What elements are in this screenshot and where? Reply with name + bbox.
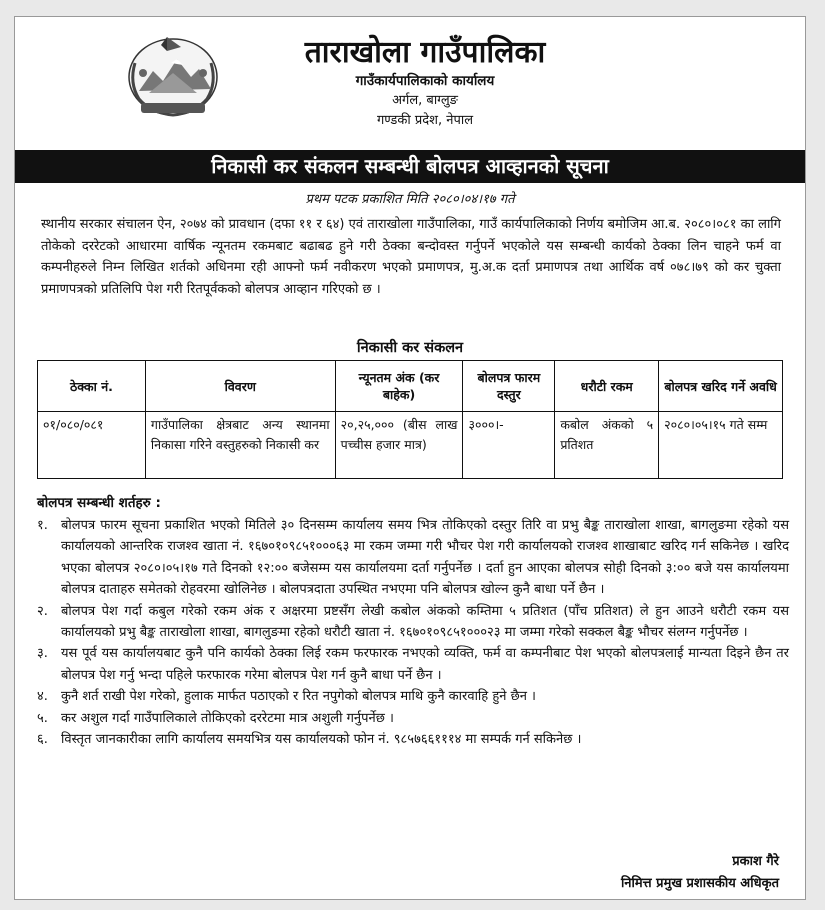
office-province: गण्डकी प्रदेश, नेपाल bbox=[376, 113, 474, 128]
header-deposit: धरौटी रकम bbox=[555, 361, 659, 412]
list-item bbox=[37, 601, 789, 644]
cell-min-amount: २०,२५,००० (बीस लाख पच्चीस हजार मात्र) bbox=[335, 412, 463, 479]
signatory-name: प्रकाश गैरे bbox=[732, 854, 779, 869]
list-item bbox=[37, 729, 789, 750]
header-description: विवरण bbox=[145, 361, 335, 412]
condition-text: कर अशुल गर्दा गाउँपालिकाले तोकिएको दररेटमा मात्र अशुली गर्नुपर्नेछ । bbox=[61, 710, 394, 726]
org-name: ताराखोला गाउँपालिका bbox=[304, 35, 546, 70]
list-item bbox=[37, 515, 789, 601]
office-name: गाउँकार्यपालिकाको कार्यालय bbox=[355, 73, 495, 89]
condition-number: २. bbox=[37, 603, 48, 619]
cell-form-fee: ३०००।- bbox=[463, 412, 555, 479]
condition-text: यस पूर्व यस कार्यालयबाट कुनै पनि कार्यको ठेक्का लिई रकम फरफारक नभएको व्यक्ति, फर्म वा कम्पनीबाट पेश भएको बोलपत्रलाई मान्यता दिइने छैन तर बोलपत्र पेश गर्नु भन्दा पहिले फरफारक गरेमा बोलपत्र पेश गर्न कुनै बाधा पर्ने छैन । bbox=[61, 646, 789, 683]
conditions-title: बोलपत्र सम्बन्धी शर्तहरु : bbox=[37, 495, 161, 511]
condition-number: १. bbox=[37, 518, 48, 533]
signature-block bbox=[621, 851, 779, 895]
condition-text: बोलपत्र पेश गर्दा कबुल गरेको रकम अंक र अक्षरमा प्रष्टसँग लेखी कबोल अंकको कम्तिमा ५ प्रतिशत (पाँच प्रतिशत) ले हुन आउने धरौटी रकम यस कार्यालयको प्रभु बैङ्क ताराखोला शाखा, बागलुङमा रहेको धरौटी खाता नं. १६७०१०९८५१०००२३ मा जम्मा गरेको सक्कल बैङ्क भौचर संलग्न गर्नुपर्नेछ । bbox=[61, 603, 789, 641]
condition-number: ४. bbox=[37, 689, 48, 705]
intro-paragraph: स्थानीय सरकार संचालन ऐन, २०७४ को प्रावधान (दफा ११ र ६४) एवं ताराखोला गाउँपालिका, गाउँ कार्यपालिकाको निर्णय बमोजिम आ.ब. २०८०।०८१ का लागि तोकेको दररेटको आधारमा वार्षिक न्यूनतम रकमबाट बढाबढ हुने गरी ठेक्का बन्दोवस्त गर्नुपर्ने भएकोले यस सम्बन्धी कार्यको ठेक्का लिन चाहने फर्म वा कम्पनीहरुले निम्न लिखित शर्तको अधिनमा रही आफ्नो फर्म नवीकरण भएको प्रमाणपत्र, मु.अ.क दर्ता प्रमाणपत्र तथा आर्थिक वर्ष ०७८।७९ को कर चुक्ता प्रमाणपत्रको प्रतिलिपि पेश गरी रितपूर्वकको बोलपत्र आव्हान गरिएको छ । bbox=[41, 217, 781, 297]
table-row bbox=[38, 412, 783, 479]
office-location: अर्गल, बाग्लुङ bbox=[392, 93, 458, 108]
header-form-fee: बोलपत्र फारम दस्तुर bbox=[463, 361, 555, 412]
header bbox=[245, 35, 605, 131]
nepal-emblem-icon bbox=[121, 33, 225, 125]
cell-description: गाउँपालिका क्षेत्रबाट अन्य स्थानमा निकासा गरिने वस्तुहरुको निकासी कर bbox=[145, 412, 335, 479]
condition-number: ३. bbox=[37, 646, 48, 662]
cell-deposit: कबोल अंकको ५ प्रतिशत bbox=[555, 412, 659, 479]
header-purchase-period: बोलपत्र खरिद गर्ने अवधि bbox=[659, 361, 783, 412]
table-caption: निकासी कर संकलन bbox=[356, 340, 464, 356]
header-min-amount: न्यूनतम अंक (कर बाहेक) bbox=[335, 361, 463, 412]
condition-number: ६. bbox=[37, 732, 48, 748]
list-item bbox=[37, 686, 789, 707]
cell-contract-no: ०१/०८०/०८१ bbox=[38, 412, 146, 479]
condition-number: ५. bbox=[37, 710, 48, 726]
conditions-list bbox=[37, 515, 789, 750]
cell-purchase-period: २०८०।०५।१५ गते सम्म bbox=[659, 412, 783, 479]
list-item bbox=[37, 708, 789, 729]
list-item bbox=[37, 643, 789, 686]
signatory-designation: निमित्त प्रमुख प्रशासकीय अधिकृत bbox=[620, 876, 779, 891]
header-contract-no: ठेक्का नं. bbox=[38, 361, 146, 412]
condition-text: विस्तृत जानकारीका लागि कार्यालय समयभित्र यस कार्यालयको फोन नं. ९८५७६६१११४ मा सम्पर्क गर्न सकिनेछ । bbox=[61, 732, 582, 748]
notice-title: निकासी कर संकलन सम्बन्धी बोलपत्र आव्हानको सूचना bbox=[15, 150, 805, 183]
condition-text: कुनै शर्त राखी पेश गरेको, हुलाक मार्फत पठाएको र रित नपुगेको बोलपत्र माथि कुनै कारवाहि हुने छैन । bbox=[61, 689, 536, 705]
condition-text: बोलपत्र फारम सूचना प्रकाशित भएको मितिले ३० दिनसम्म कार्यालय समय भित्र तोकिएको दस्तुर तिरि वा प्रभु बैङ्क ताराखोला शाखा, बागलुङमा रहेको यस कार्यालयको आन्तरिक राजश्व खाता नं. १६७०१०९८५१०००६३ मा रकम जम्मा गरी भौचर पेश गरी कार्यालयको राजश्व शाखाबाट खरिद गर्न सकिनेछ । खरिद भएका बोलपत्र २०८०।०५।१७ गते दिनको १२:०० बजेसम्म यस कार्यालयमा दर्ता गर्नुपर्नेछ । दर्ता हुन आएका बोलपत्र सोही दिनको ३:०० बजे यस कार्यालयमा बोलपत्र दाताहरु समेतको रोहवरमा खोलिनेछ । बोलपत्रदाता उपस्थित नभएमा पनि बोलपत्र खोल्न कुनै बाधा पर्ने छैन । bbox=[61, 518, 789, 598]
publish-date: प्रथम पटक प्रकाशित मिति २०८०।०४।१७ गते bbox=[305, 192, 515, 207]
tender-table bbox=[37, 360, 783, 479]
notice-sheet bbox=[14, 16, 806, 900]
table-header-row bbox=[38, 361, 783, 412]
